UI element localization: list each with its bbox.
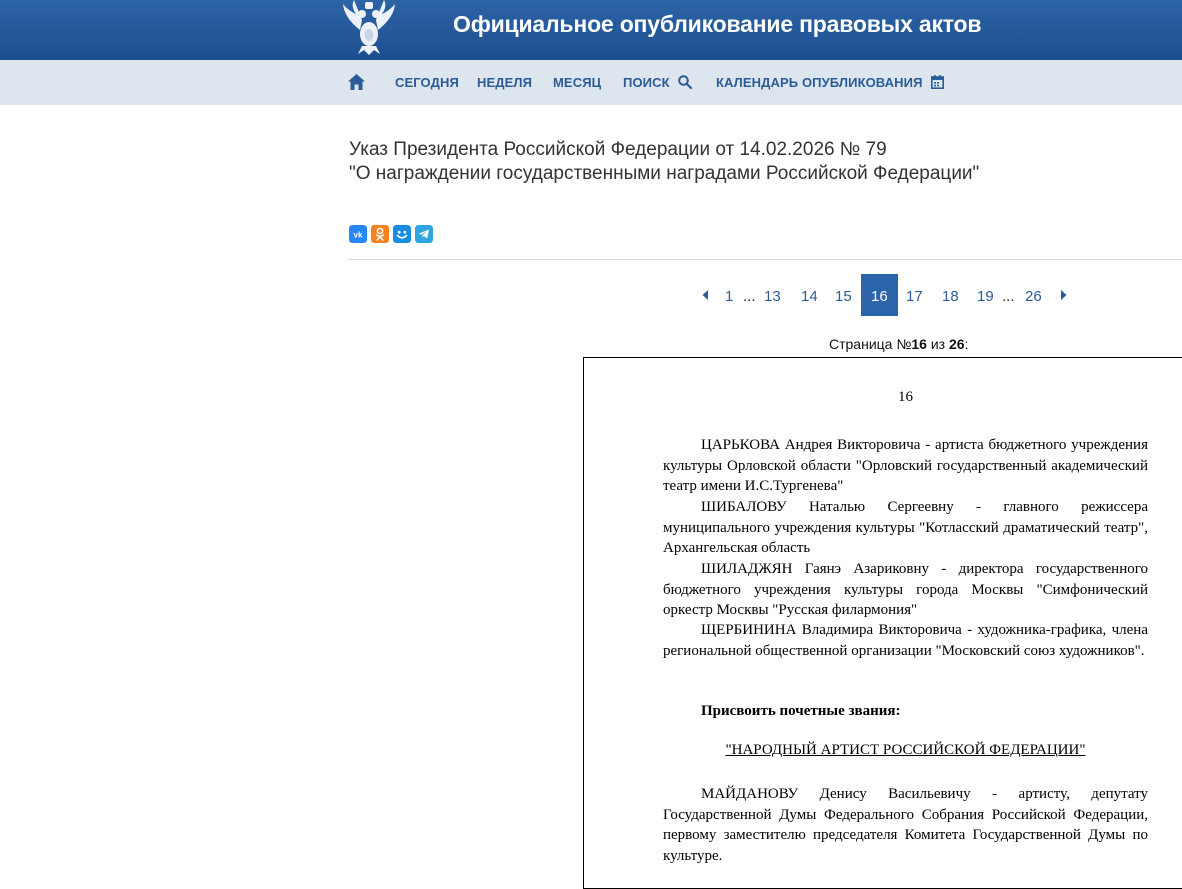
document-heading: Присвоить почетные звания: (701, 703, 901, 719)
site-header (0, 0, 1182, 60)
document-paragraph: МАЙДАНОВУ Денису Васильевичу - артисту, депутату Государственной Думы Федерального Собрания Российской Федерации, первому заместителю председателя Комитета Государственной Думы по культуре. (663, 786, 1148, 864)
pagination-ellipsis: ... (743, 288, 756, 305)
nav-calendar-label: КАЛЕНДАРЬ ОПУБЛИКОВАНИЯ (716, 75, 923, 90)
next-page-icon[interactable] (1060, 290, 1067, 300)
home-icon[interactable] (348, 74, 365, 90)
pagination-ellipsis: ... (1002, 288, 1015, 305)
nav-today[interactable]: СЕГОДНЯ (395, 75, 459, 90)
document-title-line2: "О награждении государственными наградами Российской Федерации" (349, 163, 980, 184)
telegram-icon[interactable] (415, 225, 433, 243)
vk-icon[interactable] (349, 225, 367, 243)
page-link[interactable]: 14 (801, 288, 818, 305)
page-link[interactable]: 1 (725, 288, 734, 305)
document-paragraph: ШИЛАДЖЯН Гаянэ Азариковну - директора государственного бюджетного учреждения культуры города Москвы "Симфонический оркестр Москвы "Русская филармония" (663, 561, 1148, 618)
coat-of-arms-icon[interactable] (340, 0, 398, 56)
page-link[interactable]: 17 (906, 288, 923, 305)
nav-week[interactable]: НЕДЕЛЯ (477, 75, 533, 90)
svg-text:vk: vk (353, 230, 363, 240)
nav-search-label: ПОИСК (623, 75, 670, 90)
document-title (349, 138, 979, 186)
page-info-prefix: Страница № (829, 336, 912, 352)
current-page-link[interactable]: 16 (871, 288, 888, 305)
page-link[interactable]: 13 (764, 288, 781, 305)
document-paragraph: ЩЕРБИНИНА Владимира Викторовича - художника-графика, члена региональной общественной организации "Московский союз художников". (663, 622, 1148, 659)
document-page-number: 16 (898, 389, 913, 405)
moimir-icon[interactable] (393, 225, 411, 243)
odnoklassniki-icon[interactable] (371, 225, 389, 243)
nav-calendar[interactable] (716, 75, 944, 90)
page-info-middle: из (926, 336, 949, 352)
nav-search[interactable] (623, 75, 692, 90)
page-info (829, 336, 968, 352)
prev-page-icon[interactable] (702, 290, 709, 300)
page-link[interactable]: 18 (942, 288, 959, 305)
page-link[interactable]: 15 (835, 288, 852, 305)
document-title-line1: Указ Президента Российской Федерации от 14.02.2026 № 79 (349, 139, 887, 160)
page-info-current: 16 (911, 336, 927, 352)
calendar-icon (931, 75, 944, 89)
nav-month[interactable]: МЕСЯЦ (553, 75, 602, 90)
document-paragraph: ЦАРЬКОВА Андрея Викторовича - артиста бюджетного учреждения культуры Орловской области "Орловский государственный академический театр имени И.С.Тургенева" (663, 437, 1148, 494)
site-title[interactable]: Официальное опубликование правовых актов (453, 11, 982, 37)
page-link[interactable]: 19 (977, 288, 994, 305)
search-icon (678, 75, 692, 89)
divider (348, 259, 1182, 260)
page-info-total: 26 (948, 336, 965, 352)
page-info-suffix: : (964, 336, 969, 352)
page-link[interactable]: 26 (1025, 288, 1042, 305)
award-title: "НАРОДНЫЙ АРТИСТ РОССИЙСКОЙ ФЕДЕРАЦИИ" (725, 742, 1086, 758)
main-nav (0, 60, 1182, 105)
document-paragraph: ШИБАЛОВУ Наталью Сергеевну - главного режиссера муниципального учреждения культуры "Котласский драматический театр", Архангельская область (663, 499, 1148, 556)
